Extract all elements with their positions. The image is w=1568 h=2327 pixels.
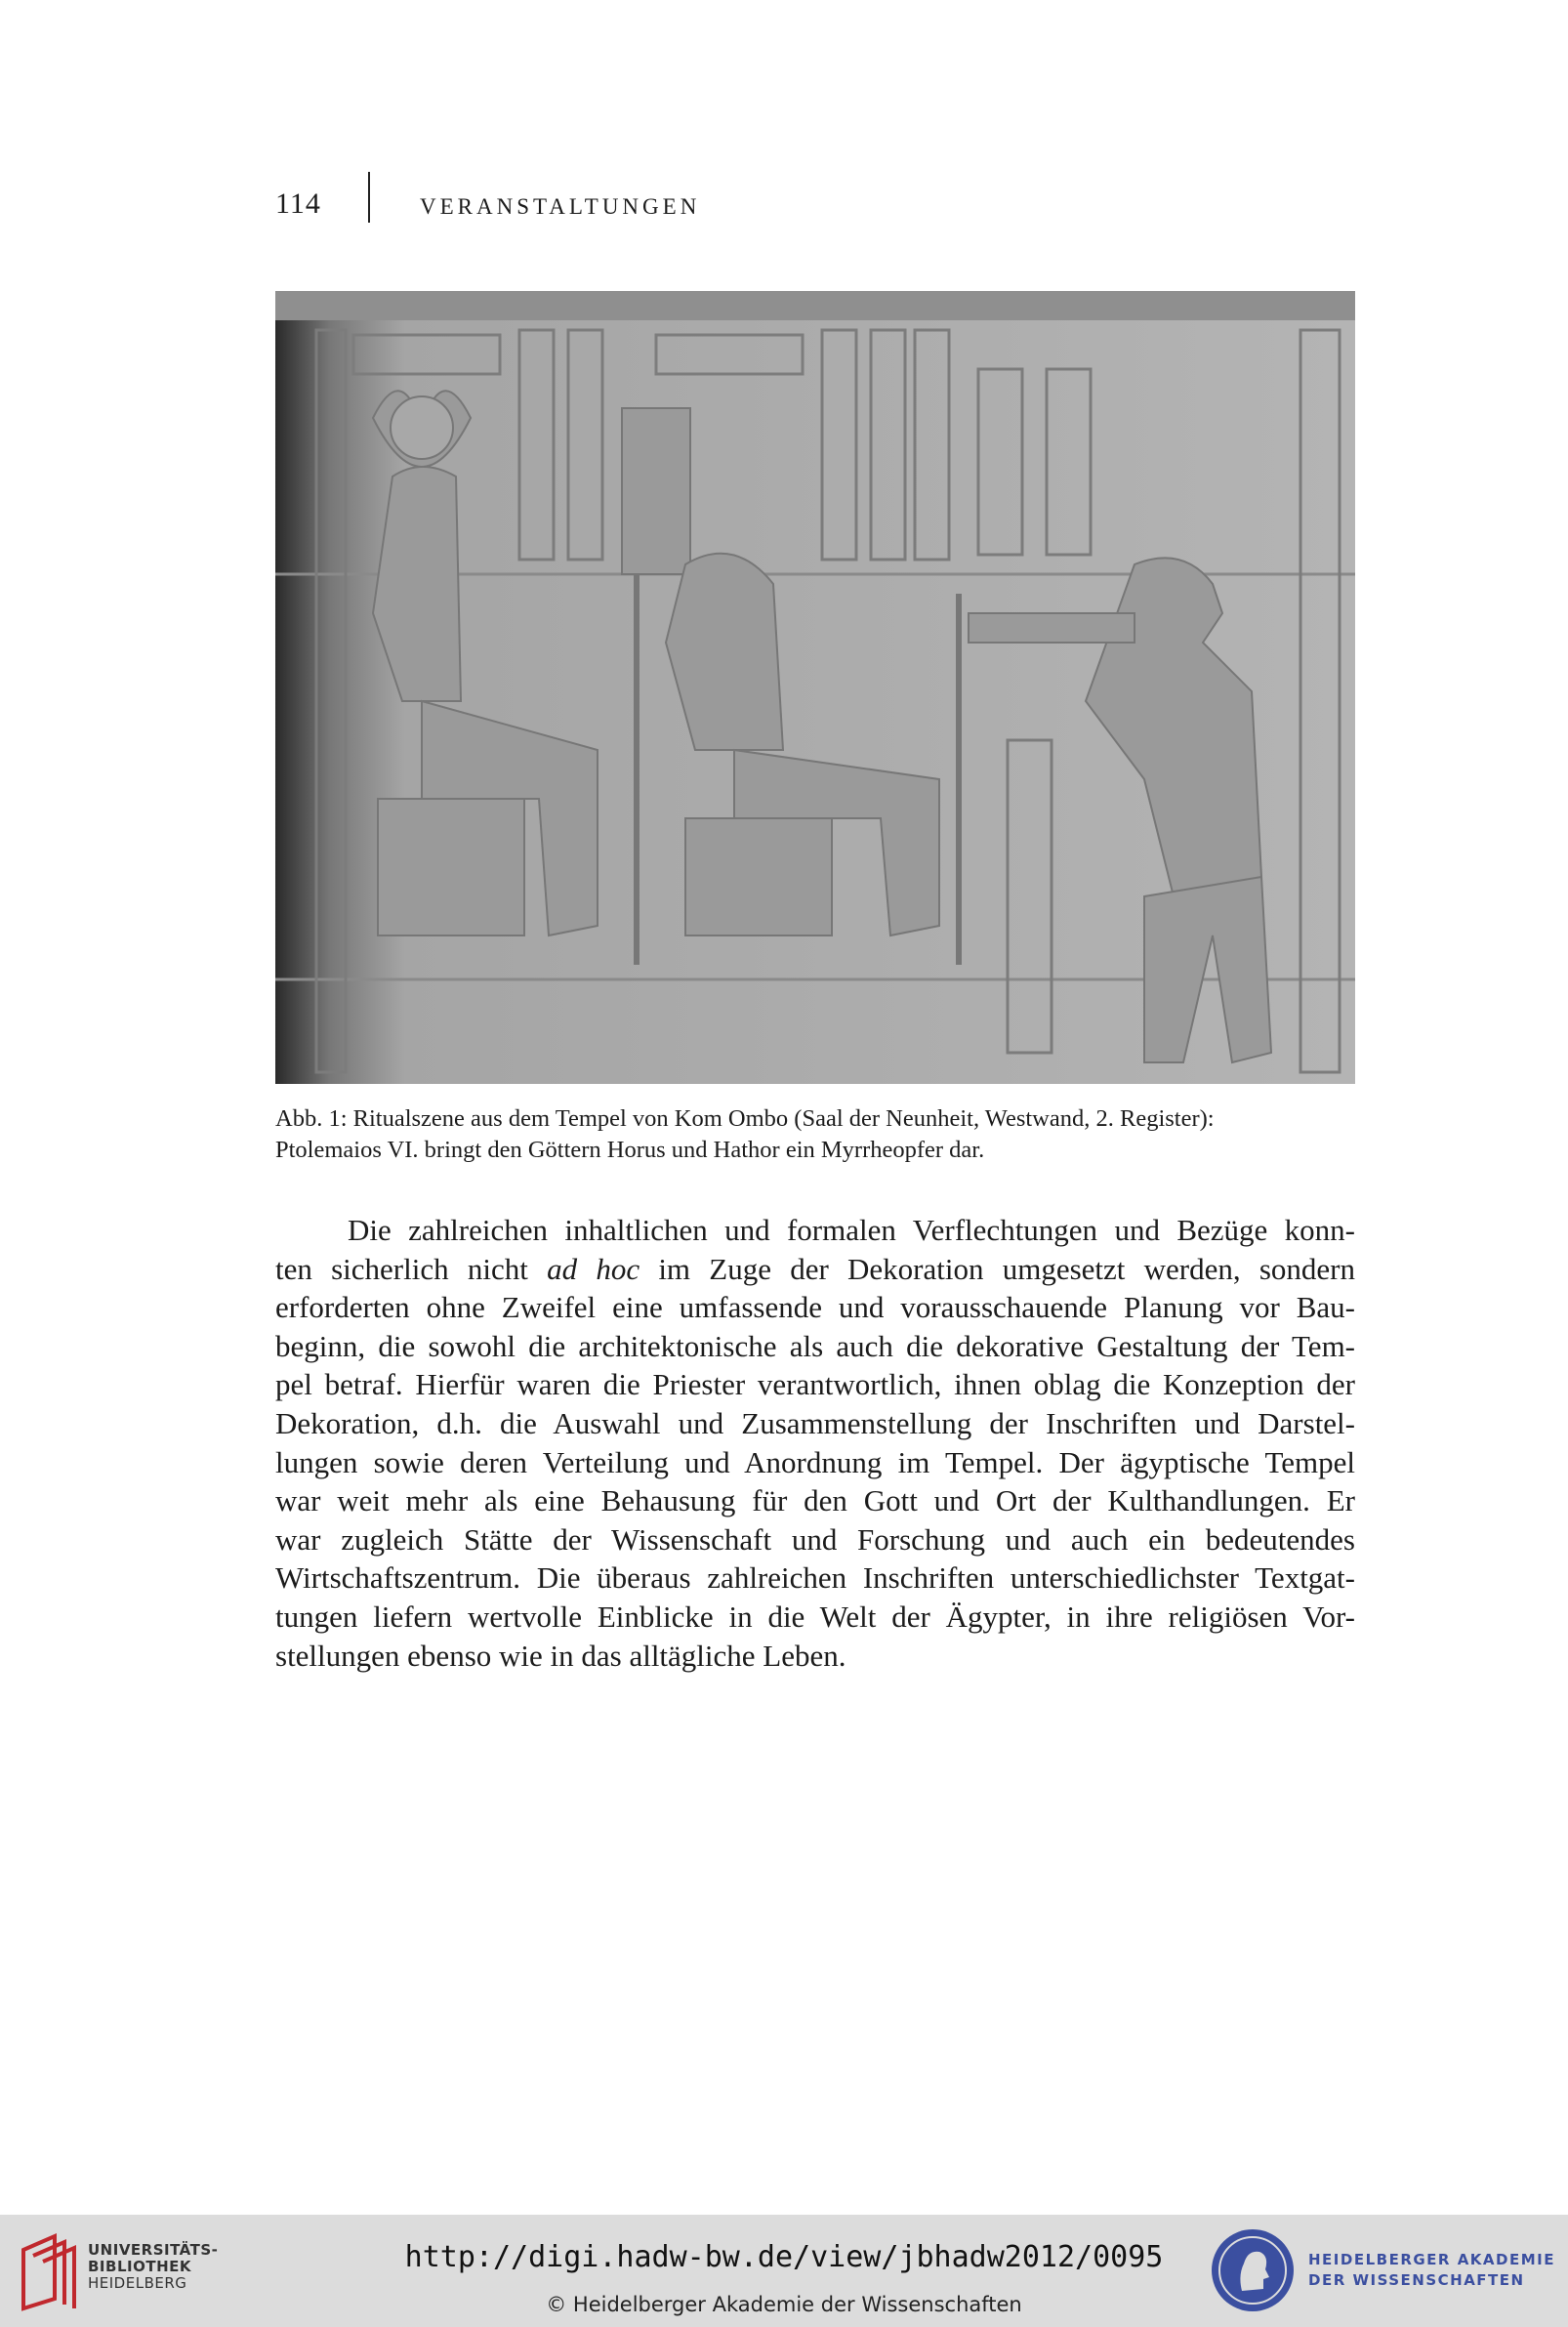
body-line: Dekoration, d.h. die Auswahl und Zusammenstellung der Inschriften und Darstel- [275, 1405, 1355, 1440]
ub-heidelberg-wordmark: UNIVERSITÄTS- BIBLIOTHEK HEIDELBERG [88, 2241, 219, 2292]
body-line: Wirtschaftszentrum. Die überaus zahlreichen Inschriften unterschiedlichster Textgat- [275, 1560, 1355, 1596]
permalink-url[interactable]: http://digi.hadw-bw.de/view/jbhadw2012/0095 [404, 2240, 1164, 2274]
figure-caption [275, 1103, 1355, 1166]
body-line: beginn, die sowohl die architektonische als auch die dekorative Gestaltung der Tem- [275, 1328, 1355, 1363]
body-paragraph [275, 1211, 1355, 1675]
footer-bar [0, 2215, 1568, 2327]
copyright-notice: © Heidelberger Akademie der Wissenschaften [546, 2293, 1022, 2316]
caption-line: Ptolemaios VI. bringt den Göttern Horus und Hathor ein Myrrheopfer dar. [275, 1137, 985, 1163]
running-head: VERANSTALTUNGEN [420, 194, 701, 219]
page-number: 114 [275, 187, 321, 220]
italic-term: ad hoc [547, 1251, 640, 1286]
body-line: erforderten ohne Zweifel eine umfassende und vorausschauende Planung vor Bau- [275, 1290, 1355, 1325]
body-line: lungen sowie deren Verteilung und Anordnung im Tempel. Der ägyptische Tempel [275, 1444, 1355, 1479]
body-line: tungen liefern wertvolle Einblicke in die Welt der Ägypter, in ihre religiösen Vor- [275, 1599, 1355, 1634]
caption-line: Abb. 1: Ritualszene aus dem Tempel von Kom Ombo (Saal der Neunheit, Westwand, 2. Register): [275, 1105, 1215, 1132]
body-line: war weit mehr als eine Behausung für den Gott und Ort der Kulthandlungen. Er [275, 1483, 1355, 1518]
hadw-wordmark: HEIDELBERGER AKADEMIE DER WISSENSCHAFTEN [1308, 2251, 1555, 2289]
relief-photograph [275, 291, 1355, 1084]
header-divider [368, 172, 370, 223]
body-line: pel betraf. Hierfür waren die Priester verantwortlich, ihnen oblag die Konzeption der [275, 1367, 1355, 1402]
body-line: Die zahlreichen inhaltlichen und formalen Verflechtungen und Bezüge konn- [348, 1213, 1355, 1247]
body-line: war zugleich Stätte der Wissenschaft und Forschung und auch ein bedeutendes [275, 1521, 1355, 1557]
body-line: ten sicherlich nicht ad hoc im Zuge der Dekoration umgesetzt werden, sondern [275, 1251, 1355, 1286]
body-line: stellungen ebenso wie in das alltägliche Leben. [275, 1638, 846, 1673]
hadw-seal-icon[interactable] [1209, 2226, 1297, 2319]
